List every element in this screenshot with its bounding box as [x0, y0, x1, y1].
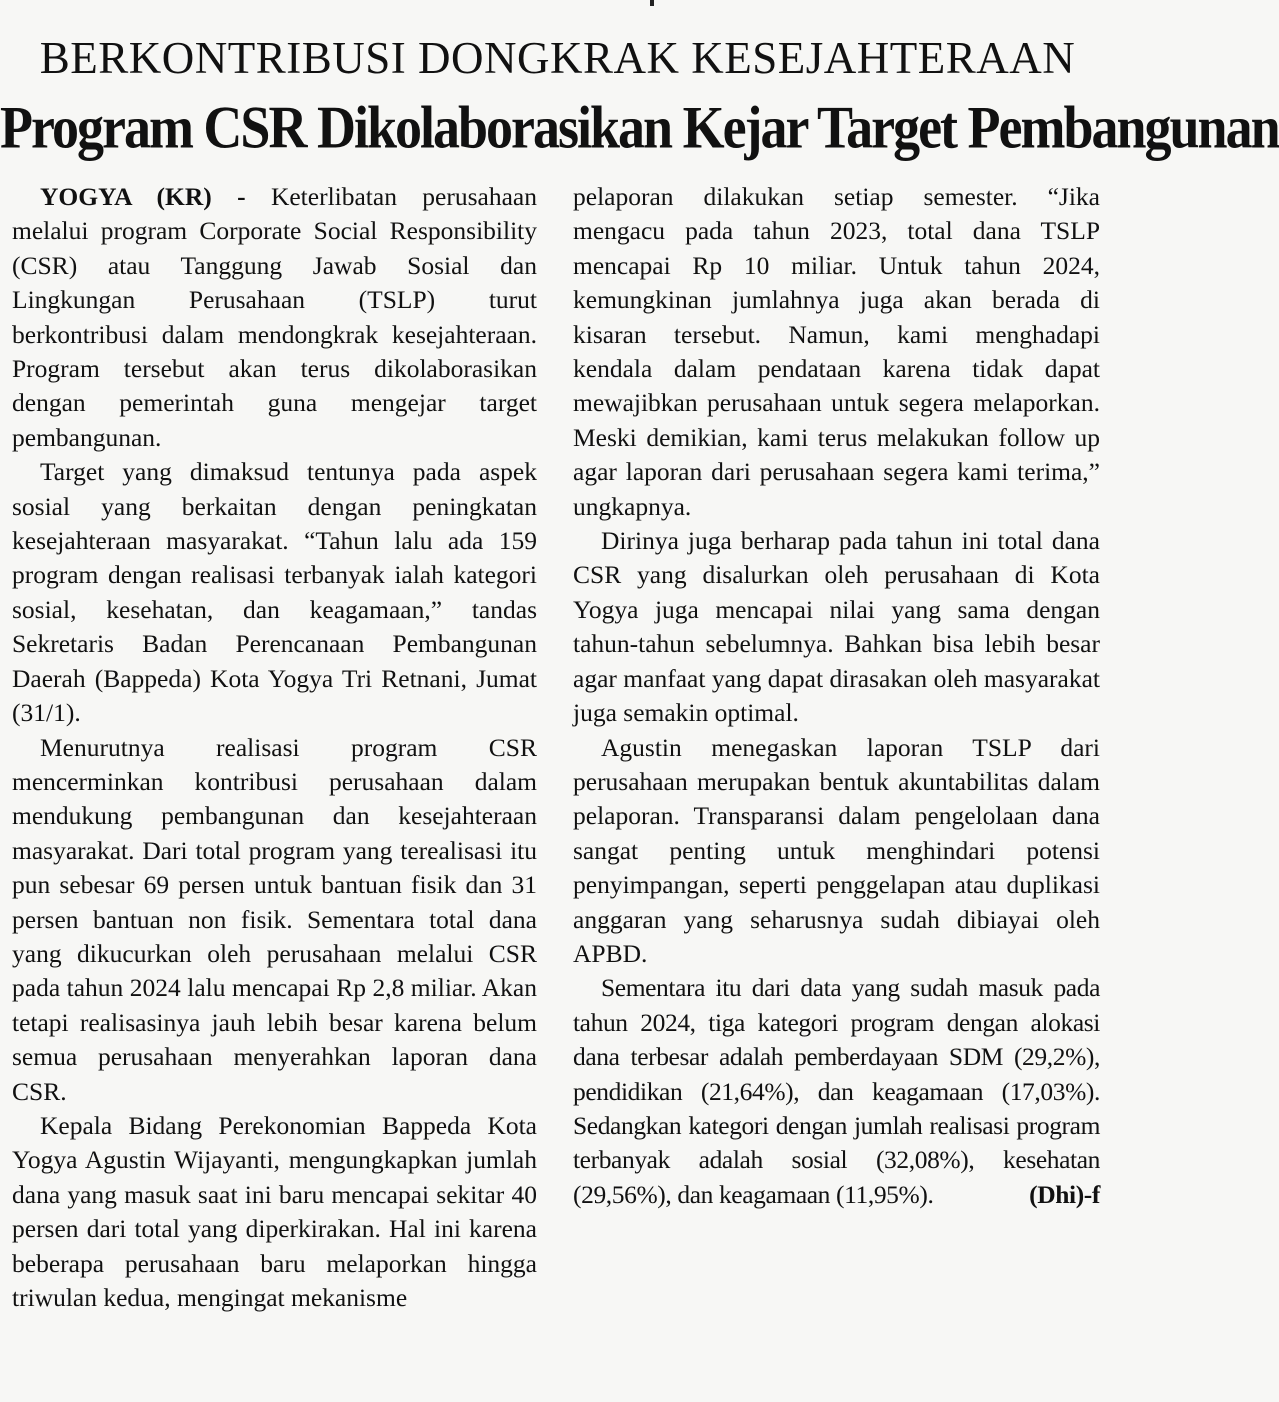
article-column-right — [573, 180, 1100, 1212]
article-paragraph — [12, 180, 537, 455]
article-paragraph: Menurutnya realisasi program CSR mencerminkan kontribusi perusahaan dalam mendukung pembangunan dan kesejahteraan masyarakat. Dari total program yang terealisasi itu pun sebesar 69 persen untuk bantuan fisik dan 31 persen bantuan non fisik. Sementara total dana yang dikucurkan oleh perusahaan melalui CSR pada tahun 2024 lalu mencapai Rp 2,8 miliar. Akan tetapi realisasinya jauh lebih besar karena belum semua perusahaan menyerahkan laporan dana CSR. — [12, 732, 537, 1106]
article-paragraph: Kepala Bidang Perekonomian Bappeda Kota Yogya Agustin Wijayanti, mengungkapkan jumlah dana yang masuk saat ini baru mencapai sekitar 40 persen dari total yang diperkirakan. Hal ini karena beberapa perusahaan baru melaporkan hingga triwulan kedua, mengingat mekanisme — [12, 1110, 537, 1312]
article-paragraph: Target yang dimaksud tentunya pada aspek sosial yang berkaitan dengan peningkatan kesejahteraan masyarakat. “Tahun lalu ada 159 program dengan realisasi terbanyak ialah kategori sosial, kesehatan, dan keagamaan,” tandas Sekretaris Badan Perencanaan Pembangunan Daerah (Bappeda) Kota Yogya Tri Retnani, Jumat (31/1). — [12, 457, 537, 728]
article-paragraph — [573, 971, 1100, 1212]
article-dateline: YOGYA (KR) - — [40, 182, 246, 211]
author-signoff: (Dhi)-f — [1029, 1179, 1100, 1209]
article-headline: Program CSR Dikolaborasikan Kejar Target Pembangunan — [0, 93, 1279, 161]
article-paragraph: Dirinya juga berharap pada tahun ini total dana CSR yang disalurkan oleh perusahaan di Kota Yogya juga mencapai nilai yang sama dengan tahun-tahun sebelumnya. Bahkan bisa lebih besar agar manfaat yang dapat dirasakan oleh masyarakat juga semakin optimal. — [573, 526, 1100, 728]
clipping-edge-mark — [650, 0, 654, 6]
article-paragraph-text: Sementara itu dari data yang sudah masuk pada tahun 2024, tiga kategori program dengan alokasi dana terbesar adalah pemberdayaan SDM (29,2%), pendidikan (21,64%), dan keagamaan (17,03%). Sedangkan kategori dengan jumlah realisasi program terbanyak adalah sosial (32,08%), kesehatan (29,56%), dan keagamaan (11,95%). — [573, 973, 1100, 1209]
article-paragraph-text: Keterlibatan perusahaan melalui program Corporate Social Responsibility (CSR) atau Tanggung Jawab Sosial dan Lingkungan Perusahaan (TSLP) turut berkontribusi dalam mendongkrak kesejahteraan. Program tersebut akan terus dikolaborasikan dengan pemerintah guna mengejar target pembangunan. — [12, 182, 537, 452]
article-kicker: BERKONTRIBUSI DONGKRAK KESEJAHTERAAN — [39, 33, 1076, 83]
article-column-left — [12, 180, 537, 1315]
article-paragraph: pelaporan dilakukan setiap semester. “Jika mengacu pada tahun 2023, total dana TSLP mencapai Rp 10 miliar. Untuk tahun 2024, kemungkinan jumlahnya juga akan berada di kisaran tersebut. Namun, kami menghadapi kendala dalam pendataan karena tidak dapat mewajibkan perusahaan untuk segera melaporkan. Meski demikian, kami terus melakukan follow up agar laporan dari perusahaan segera kami terima,” ungkapnya. — [573, 182, 1100, 521]
article-paragraph: Agustin menegaskan laporan TSLP dari perusahaan merupakan bentuk akuntabilitas dalam pelaporan. Transparansi dalam pengelolaan dana sangat penting untuk menghindari potensi penyimpangan, seperti penggelapan atau duplikasi anggaran yang seharusnya sudah dibiayai oleh APBD. — [573, 732, 1100, 968]
